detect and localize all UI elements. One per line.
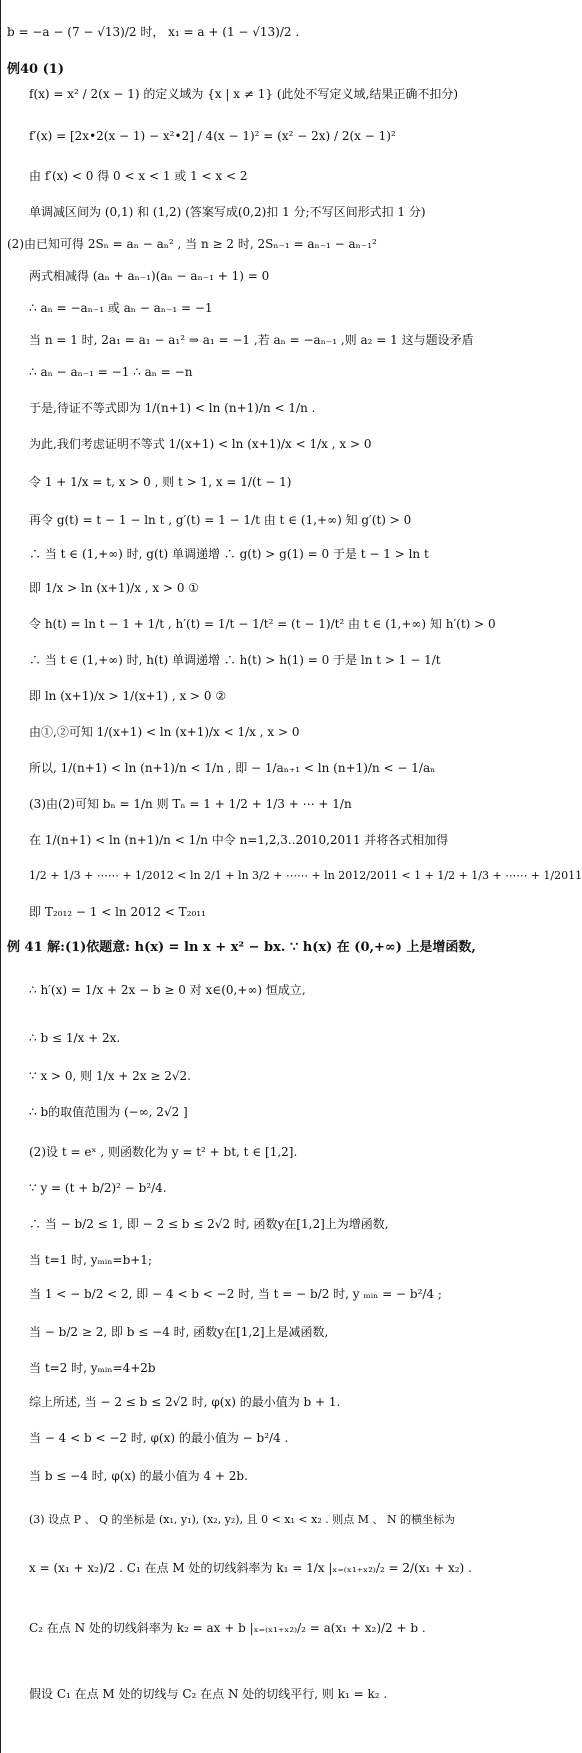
text-line: b = −a − (7 − √13)/2 时， x₁ = a + (1 − √13)/2 .	[7, 25, 300, 39]
text-line: ∴ 当 t ∈ (1,+∞) 时, h(t) 单调递增 ∴ h(t) > h(1) = 0 于是 ln t > 1 − 1/t	[29, 653, 441, 667]
text-line: 为此,我们考虑证明不等式 1/(x+1) < ln (x+1)/x < 1/x , x > 0	[29, 437, 372, 451]
text-line: ∴ h′(x) = 1/x + 2x − b ≥ 0 对 x∈(0,+∞) 恒成立,	[29, 983, 306, 997]
text-line: 当 − 4 < b < −2 时, φ(x) 的最小值为 − b²/4 .	[29, 1431, 289, 1445]
text-line: ∴ b的取值范围为 (−∞, 2√2 ]	[29, 1105, 188, 1119]
formula-line: x = (x₁ + x₂)/2 . C₁ 在点 M 处的切线斜率为 k₁ = 1/x |ₓ₌₍ₓ₁₊ₓ₂₎/₂ = 2/(x₁ + x₂) .	[29, 1561, 472, 1575]
text-line: 令 1 + 1/x = t, x > 0 , 则 t > 1, x = 1/(t − 1)	[29, 475, 292, 489]
text-line: 所以, 1/(n+1) < ln (n+1)/n < 1/n , 即 − 1/aₙ₊₁ < ln (n+1)/n < − 1/aₙ	[29, 761, 436, 775]
text-line: (3) 设点 P 、 Q 的坐标是 (x₁, y₁), (x₂, y₂), 且 0 < x₁ < x₂ . 则点 M 、 N 的横坐标为	[29, 1513, 456, 1526]
text-line: 令 h(t) = ln t − 1 + 1/t , h′(t) = 1/t − 1/t² = (t − 1)/t² 由 t ∈ (1,+∞) 知 h′(t) > 0	[29, 617, 496, 631]
text-line: 再令 g(t) = t − 1 − ln t , g′(t) = 1 − 1/t 由 t ∈ (1,+∞) 知 g′(t) > 0	[29, 513, 412, 527]
text-line: (2)由已知可得 2Sₙ = aₙ − aₙ² , 当 n ≥ 2 时, 2Sₙ₋₁ = aₙ₋₁ − aₙ₋₁²	[7, 237, 377, 251]
formula-line: f′(x) = [2x•2(x − 1) − x²•2] / 4(x − 1)² = (x² − 2x) / 2(x − 1)²	[29, 129, 396, 143]
text-line: (3)由(2)可知 bₙ = 1/n 则 Tₙ = 1 + 1/2 + 1/3 + ⋯ + 1/n	[29, 797, 352, 811]
text-line: 单调减区间为 (0,1) 和 (1,2) (答案写成(0,2)扣 1 分;不写区间形式扣 1 分)	[29, 205, 426, 219]
text-line: 即 T₂₀₁₂ − 1 < ln 2012 < T₂₀₁₁	[29, 905, 206, 919]
text-line: 当 1 < − b/2 < 2, 即 − 4 < b < −2 时, 当 t = − b/2 时, y ₘᵢₙ = − b²/4 ;	[29, 1287, 442, 1301]
text-line: 两式相减得 (aₙ + aₙ₋₁)(aₙ − aₙ₋₁ + 1) = 0	[29, 269, 270, 283]
text-line: ∵ x > 0, 则 1/x + 2x ≥ 2√2.	[29, 1069, 191, 1083]
text-line: ∴ 当 t ∈ (1,+∞) 时, g(t) 单调递增 ∴ g(t) > g(1) = 0 于是 t − 1 > ln t	[29, 547, 429, 561]
text-line: ∴ 当 − b/2 ≤ 1, 即 − 2 ≤ b ≤ 2√2 时, 函数y在[1,2]上为增函数,	[29, 1217, 389, 1231]
formula-line: C₂ 在点 N 处的切线斜率为 k₂ = ax + b |ₓ₌₍ₓ₁₊ₓ₂₎/₂ = a(x₁ + x₂)/2 + b .	[29, 1621, 426, 1635]
text-line: (2)设 t = eˣ , 则函数化为 y = t² + bt, t ∈ [1,2].	[29, 1145, 298, 1159]
text-line: ∴ b ≤ 1/x + 2x.	[29, 1031, 121, 1045]
text-line: 由 f′(x) < 0 得 0 < x < 1 或 1 < x < 2	[29, 169, 248, 183]
text-line: f(x) = x² / 2(x − 1) 的定义域为 {x | x ≠ 1} (此处不写定义域,结果正确不扣分)	[29, 87, 459, 101]
text-line: ∴ aₙ = −aₙ₋₁ 或 aₙ − aₙ₋₁ = −1	[29, 301, 213, 315]
text-line: 于是,待证不等式即为 1/(n+1) < ln (n+1)/n < 1/n .	[29, 401, 316, 415]
example-heading: 例40 (1)	[7, 62, 64, 77]
text-line: 即 1/x > ln (x+1)/x , x > 0 ①	[29, 581, 200, 595]
text-line: 在 1/(n+1) < ln (n+1)/n < 1/n 中令 n=1,2,3..2010,2011 并将各式相加得	[29, 833, 449, 847]
text-line: 当 n = 1 时, 2a₁ = a₁ − a₁² ⇒ a₁ = −1 ,若 aₙ = −aₙ₋₁ ,则 a₂ = 1 这与题设矛盾	[29, 333, 474, 347]
example-heading: 例 41 解:(1)依题意: h(x) = ln x + x² − bx. ∵ h(x) 在 (0,+∞) 上是增函数,	[7, 940, 476, 955]
text-line: ∴ aₙ − aₙ₋₁ = −1 ∴ aₙ = −n	[29, 365, 193, 379]
text-line: 1/2 + 1/3 + ⋯⋯ + 1/2012 < ln 2/1 + ln 3/2 + ⋯⋯ + ln 2012/2011 < 1 + 1/2 + 1/3 + ⋯⋯ + 1/2011	[29, 869, 582, 882]
text-line: 由①,②可知 1/(x+1) < ln (x+1)/x < 1/x , x > 0	[29, 725, 300, 739]
text-line: 即 ln (x+1)/x > 1/(x+1) , x > 0 ②	[29, 689, 227, 703]
text-line: ∵ y = (t + b/2)² − b²/4.	[29, 1181, 167, 1195]
text-line: 当 t=2 时, yₘᵢₙ=4+2b	[29, 1361, 156, 1375]
text-line: 当 t=1 时, yₘᵢₙ=b+1;	[29, 1253, 152, 1267]
text-line: 假设 C₁ 在点 M 处的切线与 C₂ 在点 N 处的切线平行, 则 k₁ = k₂ .	[29, 1687, 388, 1701]
text-line: 综上所述, 当 − 2 ≤ b ≤ 2√2 时, φ(x) 的最小值为 b + 1.	[29, 1395, 341, 1409]
text-line: 当 − b/2 ≥ 2, 即 b ≤ −4 时, 函数y在[1,2]上是减函数,	[29, 1325, 329, 1339]
text-line: 当 b ≤ −4 时, φ(x) 的最小值为 4 + 2b.	[29, 1469, 248, 1483]
